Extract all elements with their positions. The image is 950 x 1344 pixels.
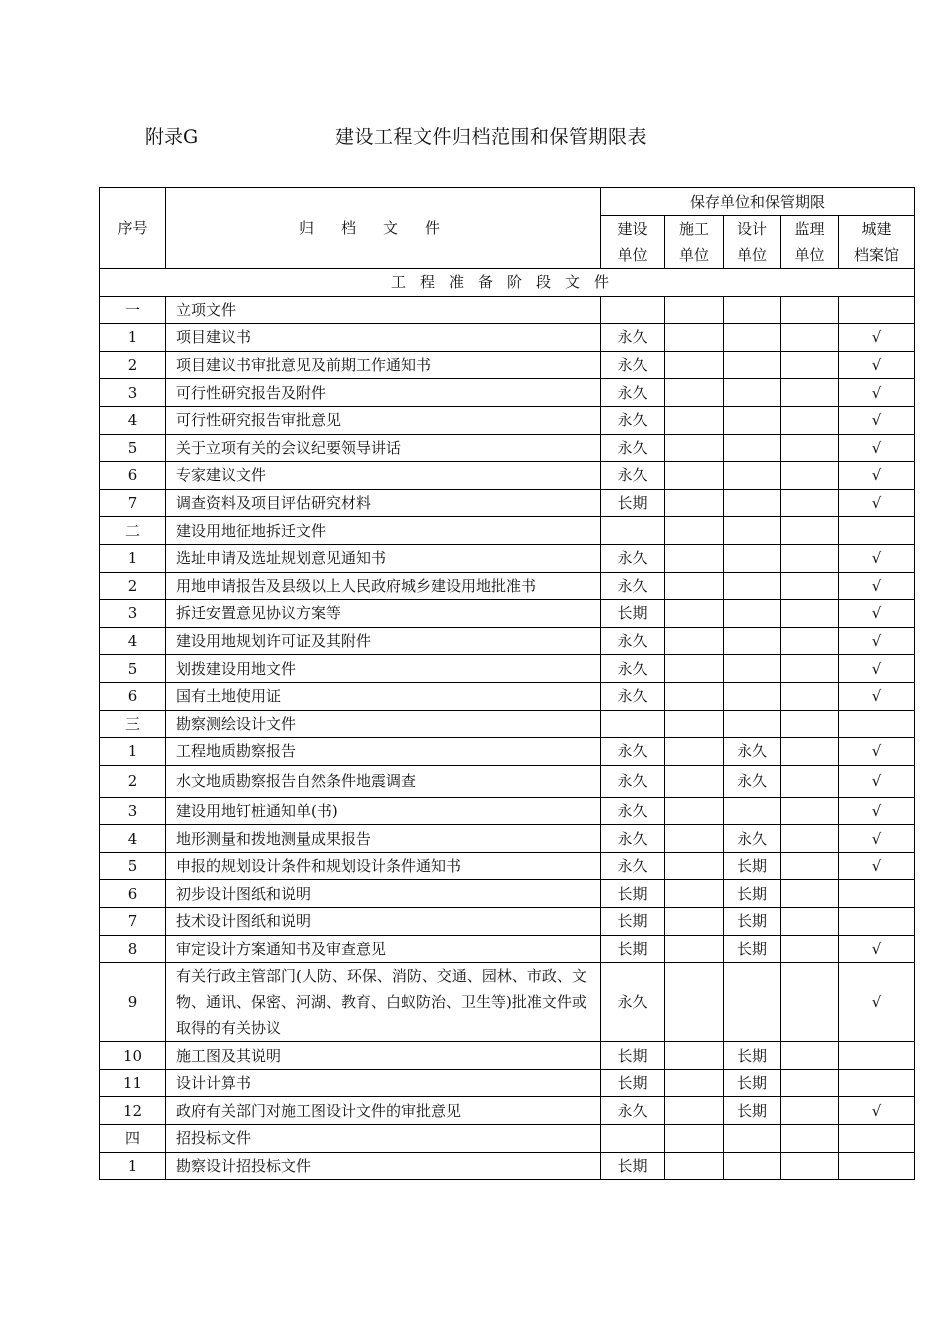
row-archive-unit: √	[839, 600, 915, 628]
row-construct-unit	[665, 655, 724, 683]
row-file-name: 申报的规划设计条件和规划设计条件通知书	[166, 852, 601, 880]
row-construct-unit	[665, 935, 724, 963]
section-row	[100, 517, 915, 545]
row-design-unit	[724, 489, 781, 517]
header-unit-line1: 施工	[678, 220, 709, 238]
table-row	[100, 825, 915, 853]
row-seq: 8	[100, 935, 166, 963]
row-seq: 2	[100, 351, 166, 379]
section-row	[100, 710, 915, 738]
row-seq: 3	[100, 797, 166, 825]
row-seq: 1	[100, 324, 166, 352]
header-unit-line1: 监理	[794, 220, 825, 238]
row-supervise-unit	[781, 379, 839, 407]
row-construct-unit	[665, 296, 724, 324]
page-heading	[145, 122, 845, 152]
row-file-name: 拆迁安置意见协议方案等	[166, 600, 601, 628]
row-construct-unit	[665, 544, 724, 572]
table-row	[100, 600, 915, 628]
row-supervise-unit	[781, 1125, 839, 1153]
row-seq: 6	[100, 462, 166, 490]
row-supervise-unit	[781, 682, 839, 710]
row-design-unit: 长期	[724, 935, 781, 963]
row-seq: 6	[100, 880, 166, 908]
row-construct-unit	[665, 1069, 724, 1097]
row-build-unit: 永久	[601, 627, 665, 655]
row-construct-unit	[665, 1125, 724, 1153]
row-supervise-unit	[781, 908, 839, 936]
row-file-name: 设计计算书	[166, 1069, 601, 1097]
row-design-unit: 长期	[724, 908, 781, 936]
row-design-unit	[724, 682, 781, 710]
row-build-unit	[601, 296, 665, 324]
table-row	[100, 434, 915, 462]
row-file-name: 项目建议书	[166, 324, 601, 352]
row-supervise-unit	[781, 797, 839, 825]
header-unit-line1: 城建	[861, 220, 892, 238]
row-design-unit: 长期	[724, 1069, 781, 1097]
row-design-unit	[724, 406, 781, 434]
row-design-unit	[724, 1125, 781, 1153]
table-row	[100, 765, 915, 797]
row-archive-unit	[839, 1125, 915, 1153]
row-build-unit: 永久	[601, 738, 665, 766]
row-build-unit: 长期	[601, 908, 665, 936]
row-file-name: 国有土地使用证	[166, 682, 601, 710]
section-row	[100, 1125, 915, 1153]
table-row	[100, 1097, 915, 1125]
row-archive-unit: √	[839, 738, 915, 766]
row-archive-unit: √	[839, 935, 915, 963]
row-file-name: 可行性研究报告及附件	[166, 379, 601, 407]
row-supervise-unit	[781, 825, 839, 853]
row-seq: 7	[100, 489, 166, 517]
row-supervise-unit	[781, 935, 839, 963]
row-construct-unit	[665, 489, 724, 517]
table-row	[100, 572, 915, 600]
row-file-name: 初步设计图纸和说明	[166, 880, 601, 908]
row-file-name: 调查资料及项目评估研究材料	[166, 489, 601, 517]
row-design-unit	[724, 544, 781, 572]
row-build-unit: 永久	[601, 765, 665, 797]
row-supervise-unit	[781, 655, 839, 683]
row-build-unit: 永久	[601, 655, 665, 683]
table-row	[100, 1152, 915, 1180]
row-supervise-unit	[781, 351, 839, 379]
row-design-unit	[724, 462, 781, 490]
header-unit-group: 保存单位和保管期限	[601, 188, 915, 216]
row-seq: 1	[100, 1152, 166, 1180]
row-build-unit	[601, 1125, 665, 1153]
stage-row	[100, 269, 915, 297]
table-row	[100, 379, 915, 407]
row-design-unit	[724, 434, 781, 462]
row-file-name: 建设用地征地拆迁文件	[166, 517, 601, 545]
row-archive-unit: √	[839, 379, 915, 407]
row-archive-unit: √	[839, 406, 915, 434]
section-row	[100, 296, 915, 324]
row-construct-unit	[665, 738, 724, 766]
table-row	[100, 351, 915, 379]
row-construct-unit	[665, 406, 724, 434]
row-build-unit: 永久	[601, 434, 665, 462]
table-row	[100, 682, 915, 710]
row-file-name: 立项文件	[166, 296, 601, 324]
table-row	[100, 797, 915, 825]
row-seq: 二	[100, 517, 166, 545]
row-build-unit: 永久	[601, 852, 665, 880]
row-archive-unit: √	[839, 682, 915, 710]
row-file-name: 专家建议文件	[166, 462, 601, 490]
table-body	[100, 269, 915, 1180]
row-construct-unit	[665, 825, 724, 853]
row-archive-unit	[839, 517, 915, 545]
row-file-name: 可行性研究报告审批意见	[166, 406, 601, 434]
row-design-unit	[724, 572, 781, 600]
row-design-unit	[724, 600, 781, 628]
row-design-unit	[724, 710, 781, 738]
row-file-name: 用地申请报告及县级以上人民政府城乡建设用地批准书	[166, 572, 601, 600]
row-seq: 三	[100, 710, 166, 738]
header-unit-line2: 单位	[678, 246, 709, 264]
row-construct-unit	[665, 1152, 724, 1180]
header-unit-design	[724, 216, 781, 269]
row-archive-unit: √	[839, 1097, 915, 1125]
row-seq: 3	[100, 379, 166, 407]
row-seq: 3	[100, 600, 166, 628]
row-archive-unit	[839, 1152, 915, 1180]
row-archive-unit: √	[839, 825, 915, 853]
row-build-unit: 长期	[601, 1069, 665, 1097]
row-archive-unit	[839, 1069, 915, 1097]
row-supervise-unit	[781, 544, 839, 572]
row-build-unit: 永久	[601, 963, 665, 1042]
row-archive-unit: √	[839, 852, 915, 880]
row-seq: 6	[100, 682, 166, 710]
row-seq: 9	[100, 963, 166, 1042]
row-seq: 4	[100, 627, 166, 655]
row-supervise-unit	[781, 489, 839, 517]
table-row	[100, 324, 915, 352]
row-archive-unit: √	[839, 489, 915, 517]
row-file-name: 建设用地钉桩通知单(书)	[166, 797, 601, 825]
row-construct-unit	[665, 324, 724, 352]
row-archive-unit: √	[839, 572, 915, 600]
row-archive-unit: √	[839, 797, 915, 825]
row-construct-unit	[665, 379, 724, 407]
row-archive-unit: √	[839, 434, 915, 462]
table-row	[100, 489, 915, 517]
row-file-name: 施工图及其说明	[166, 1042, 601, 1070]
row-construct-unit	[665, 572, 724, 600]
table-row	[100, 544, 915, 572]
header-seq: 序号	[100, 188, 166, 269]
row-build-unit: 长期	[601, 600, 665, 628]
header-file: 归档文件	[166, 188, 601, 269]
row-seq: 5	[100, 655, 166, 683]
stage-label: 工程准备阶段文件	[100, 269, 915, 297]
row-supervise-unit	[781, 1152, 839, 1180]
row-file-name: 关于立项有关的会议纪要领导讲话	[166, 434, 601, 462]
table-row	[100, 935, 915, 963]
row-seq: 1	[100, 738, 166, 766]
row-construct-unit	[665, 682, 724, 710]
row-build-unit	[601, 710, 665, 738]
header-unit-line2: 单位	[736, 246, 767, 264]
row-file-name: 选址申请及选址规划意见通知书	[166, 544, 601, 572]
row-file-name: 政府有关部门对施工图设计文件的审批意见	[166, 1097, 601, 1125]
row-construct-unit	[665, 462, 724, 490]
row-construct-unit	[665, 880, 724, 908]
header-unit-construct	[665, 216, 724, 269]
row-build-unit	[601, 517, 665, 545]
row-construct-unit	[665, 627, 724, 655]
row-file-name: 划拨建设用地文件	[166, 655, 601, 683]
row-supervise-unit	[781, 517, 839, 545]
row-construct-unit	[665, 797, 724, 825]
row-build-unit: 永久	[601, 544, 665, 572]
row-build-unit: 永久	[601, 1097, 665, 1125]
row-construct-unit	[665, 434, 724, 462]
row-design-unit: 长期	[724, 880, 781, 908]
row-seq: 4	[100, 825, 166, 853]
row-design-unit	[724, 1152, 781, 1180]
row-file-name: 审定设计方案通知书及审查意见	[166, 935, 601, 963]
row-construct-unit	[665, 600, 724, 628]
table-row	[100, 1042, 915, 1070]
row-design-unit: 长期	[724, 1097, 781, 1125]
row-supervise-unit	[781, 852, 839, 880]
table-row	[100, 963, 915, 1042]
row-build-unit: 永久	[601, 682, 665, 710]
row-supervise-unit	[781, 572, 839, 600]
table-row	[100, 627, 915, 655]
row-archive-unit: √	[839, 655, 915, 683]
row-seq: 11	[100, 1069, 166, 1097]
row-seq: 12	[100, 1097, 166, 1125]
row-supervise-unit	[781, 963, 839, 1042]
row-supervise-unit	[781, 1097, 839, 1125]
row-archive-unit	[839, 880, 915, 908]
row-file-name: 勘察设计招投标文件	[166, 1152, 601, 1180]
row-seq: 2	[100, 765, 166, 797]
row-construct-unit	[665, 908, 724, 936]
header-unit-line2: 档案馆	[853, 246, 899, 264]
row-design-unit	[724, 963, 781, 1042]
table-row	[100, 852, 915, 880]
row-design-unit	[724, 797, 781, 825]
row-supervise-unit	[781, 1069, 839, 1097]
row-supervise-unit	[781, 406, 839, 434]
row-build-unit: 长期	[601, 1042, 665, 1070]
archive-table	[99, 187, 915, 1180]
row-design-unit	[724, 655, 781, 683]
row-archive-unit: √	[839, 963, 915, 1042]
row-file-name: 勘察测绘设计文件	[166, 710, 601, 738]
row-design-unit	[724, 627, 781, 655]
row-build-unit: 永久	[601, 379, 665, 407]
row-supervise-unit	[781, 324, 839, 352]
row-file-name: 水文地质勘察报告自然条件地震调查	[166, 765, 601, 797]
row-archive-unit: √	[839, 544, 915, 572]
row-archive-unit: √	[839, 462, 915, 490]
row-archive-unit	[839, 1042, 915, 1070]
row-build-unit: 永久	[601, 572, 665, 600]
row-construct-unit	[665, 852, 724, 880]
table-row	[100, 880, 915, 908]
row-design-unit	[724, 379, 781, 407]
row-build-unit: 永久	[601, 406, 665, 434]
row-design-unit: 永久	[724, 765, 781, 797]
row-build-unit: 永久	[601, 351, 665, 379]
row-file-name: 项目建议书审批意见及前期工作通知书	[166, 351, 601, 379]
row-build-unit: 永久	[601, 825, 665, 853]
row-seq: 10	[100, 1042, 166, 1070]
header-unit-line2: 单位	[794, 246, 825, 264]
row-design-unit: 长期	[724, 1042, 781, 1070]
row-seq: 一	[100, 296, 166, 324]
row-supervise-unit	[781, 600, 839, 628]
row-design-unit: 永久	[724, 738, 781, 766]
page-title: 建设工程文件归档范围和保管期限表	[335, 126, 648, 148]
row-build-unit: 长期	[601, 935, 665, 963]
table-row	[100, 908, 915, 936]
row-design-unit	[724, 324, 781, 352]
row-construct-unit	[665, 351, 724, 379]
row-supervise-unit	[781, 462, 839, 490]
row-seq: 5	[100, 434, 166, 462]
row-seq: 4	[100, 406, 166, 434]
row-seq: 5	[100, 852, 166, 880]
row-build-unit: 永久	[601, 324, 665, 352]
header-unit-line2: 单位	[617, 246, 648, 264]
row-archive-unit: √	[839, 324, 915, 352]
row-supervise-unit	[781, 880, 839, 908]
row-construct-unit	[665, 517, 724, 545]
row-archive-unit	[839, 710, 915, 738]
row-file-name: 建设用地规划许可证及其附件	[166, 627, 601, 655]
row-seq: 2	[100, 572, 166, 600]
row-file-name: 地形测量和拨地测量成果报告	[166, 825, 601, 853]
row-design-unit: 长期	[724, 852, 781, 880]
row-build-unit: 永久	[601, 462, 665, 490]
row-supervise-unit	[781, 627, 839, 655]
row-seq: 7	[100, 908, 166, 936]
row-file-name: 招投标文件	[166, 1125, 601, 1153]
header-unit-archive	[839, 216, 915, 269]
table-row	[100, 655, 915, 683]
row-build-unit: 永久	[601, 797, 665, 825]
table-row	[100, 738, 915, 766]
header-unit-supervise	[781, 216, 839, 269]
row-file-name: 有关行政主管部门(人防、环保、消防、交通、园林、市政、文物、通讯、保密、河湖、教育、白蚁防治、卫生等)批准文件或取得的有关协议	[166, 963, 601, 1042]
row-construct-unit	[665, 710, 724, 738]
header-unit-line1: 设计	[736, 220, 767, 238]
row-seq: 四	[100, 1125, 166, 1153]
table-row	[100, 462, 915, 490]
row-supervise-unit	[781, 710, 839, 738]
row-archive-unit	[839, 908, 915, 936]
row-build-unit: 长期	[601, 880, 665, 908]
row-file-name: 工程地质勘察报告	[166, 738, 601, 766]
header-unit-line1: 建设	[617, 220, 648, 238]
row-build-unit: 长期	[601, 1152, 665, 1180]
row-supervise-unit	[781, 765, 839, 797]
row-design-unit: 永久	[724, 825, 781, 853]
table-row	[100, 406, 915, 434]
row-supervise-unit	[781, 296, 839, 324]
appendix-label: 附录G	[145, 126, 199, 148]
row-archive-unit: √	[839, 765, 915, 797]
row-archive-unit: √	[839, 627, 915, 655]
row-design-unit	[724, 351, 781, 379]
row-build-unit: 长期	[601, 489, 665, 517]
row-construct-unit	[665, 963, 724, 1042]
row-design-unit	[724, 517, 781, 545]
row-supervise-unit	[781, 1042, 839, 1070]
row-supervise-unit	[781, 738, 839, 766]
row-archive-unit	[839, 296, 915, 324]
row-archive-unit: √	[839, 351, 915, 379]
row-construct-unit	[665, 1097, 724, 1125]
row-file-name: 技术设计图纸和说明	[166, 908, 601, 936]
row-design-unit	[724, 296, 781, 324]
row-construct-unit	[665, 1042, 724, 1070]
row-construct-unit	[665, 765, 724, 797]
header-unit-build	[601, 216, 665, 269]
table-row	[100, 1069, 915, 1097]
row-supervise-unit	[781, 434, 839, 462]
row-seq: 1	[100, 544, 166, 572]
